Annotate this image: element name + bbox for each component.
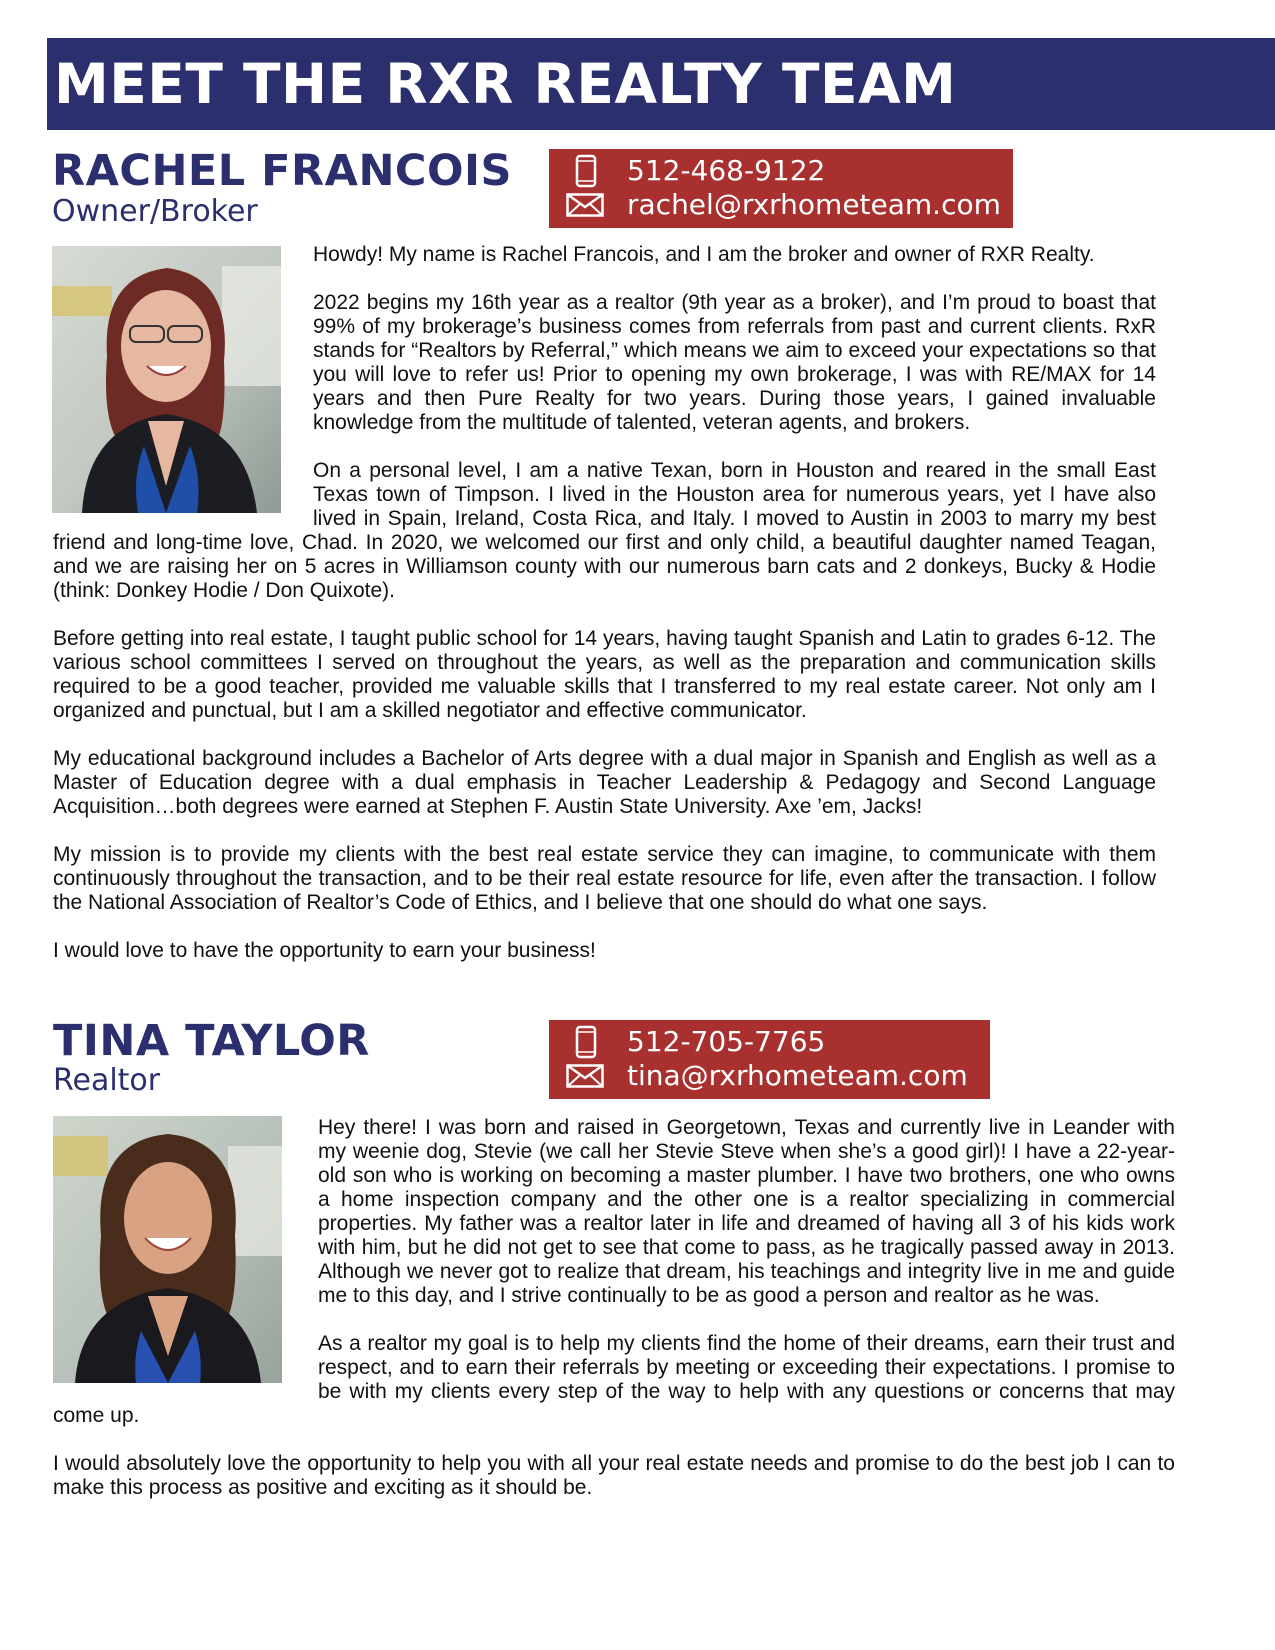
bio-paragraph: I would love to have the opportunity to earn your business! bbox=[53, 939, 596, 962]
contact-box bbox=[549, 1020, 990, 1099]
agent-role: Realtor bbox=[53, 1063, 161, 1098]
email-row[interactable] bbox=[549, 188, 1013, 222]
bio-paragraph: 2022 begins my 16th year as a realtor (9th year as a broker), and I’m proud to boast that 99% of my brokerage’s business comes from referrals from past and current clients. RxR stands for “Realtors by Referral,” which means we aim to exceed your expectations so that you will love to refer us! Prior to opening my own brokerage, I was with RE/MAX for 14 years and then Pure Realty for two years. During those years, I gained invaluable knowledge from the multitude of talented, veteran agents, and brokers. bbox=[313, 291, 1156, 434]
page-banner bbox=[47, 38, 1275, 130]
phone-number[interactable]: 512-468-9122 bbox=[627, 154, 826, 187]
phone-row[interactable] bbox=[549, 154, 1013, 188]
bio-paragraph: Hey there! I was born and raised in Georgetown, Texas and currently live in Leander with my weenie dog, Stevie (we call her Stevie Steve when she’s a good girl)! I have a 22-year-old son who is working on becoming a master plumber. I have two brothers, one who owns a home inspection company and the other one is a realtor specializing in commercial properties. My father was a realtor later in life and dreamed of having all 3 of his kids work with him, but he did not get to see that come to pass, as he tragically passed away in 2013. Although we never got to realize that dream, his teachings and integrity live in me and guide me to this day, and I strive continually to be as good a person and realtor as he was. bbox=[318, 1116, 1175, 1307]
mobile-phone-icon bbox=[575, 1025, 597, 1059]
agent-bio bbox=[53, 243, 1156, 963]
bio-paragraph: My educational background includes a Bachelor of Arts degree with a dual major in Spanish and English as well as a Master of Education degree with a dual emphasis in Teacher Leadership & Pedagogy and Second Language Acquisition…both degrees were earned at Stephen F. Austin State University. Axe ’em, Jacks! bbox=[53, 747, 1156, 818]
bio-paragraph: On a personal level, I am a native Texan, born in Houston and reared in the small East Texas town of Timpson. I lived in the Houston area for numerous years, yet I have also lived in Spain, Ireland, Costa Rica, and Italy. I moved to Austin in 2003 to marry my best friend and long-time love, Chad. In 2020, we welcomed our first and only child, a beautiful daughter named Teagan, and we are raising her on 5 acres in Williamson county with our numerous barn cats and 2 donkeys, Bucky & Hodie (think: Donkey Hodie / Don Quixote). bbox=[53, 459, 1156, 602]
bio-paragraph: Howdy! My name is Rachel Francois, and I am the broker and owner of RXR Realty. bbox=[313, 243, 1095, 266]
mobile-phone-icon bbox=[575, 154, 597, 188]
bio-paragraph: My mission is to provide my clients with the best real estate service they can imagine, to communicate with them continuously throughout the transaction, and to be their real estate resource for life, even after the transaction. I follow the National Association of Realtor’s Code of Ethics, and I believe that one should do what one says. bbox=[53, 843, 1156, 914]
photo-spacer bbox=[53, 1116, 318, 1386]
envelope-icon bbox=[566, 193, 604, 217]
phone-number[interactable]: 512-705-7765 bbox=[627, 1025, 826, 1058]
agent-name: TINA TAYLOR bbox=[53, 1016, 370, 1066]
page-title: MEET THE RXR REALTY TEAM bbox=[54, 52, 957, 116]
bio-paragraph: I would absolutely love the opportunity to help you with all your real estate needs and promise to do the best job I can to make this process as positive and exciting as it should be. bbox=[53, 1452, 1175, 1499]
phone-row[interactable] bbox=[549, 1025, 990, 1059]
agent-role: Owner/Broker bbox=[52, 194, 258, 229]
agent-name: RACHEL FRANCOIS bbox=[52, 146, 513, 196]
email-address[interactable]: rachel@rxrhometeam.com bbox=[627, 188, 1001, 221]
bio-paragraph: Before getting into real estate, I taught public school for 14 years, having taught Spanish and Latin to grades 6-12. The various school committees I served on throughout the years, as well as the preparation and communication skills required to be a good teacher, provided me valuable skills that I transferred to my real estate career. Not only am I organized and punctual, but I am a skilled negotiator and effective communicator. bbox=[53, 627, 1156, 722]
bio-paragraph: As a realtor my goal is to help my clients find the home of their dreams, earn their trust and respect, and to earn their referrals by meeting or exceeding their expectations. I promise to be with my clients every step of the way to help with any questions or concerns that may come up. bbox=[53, 1332, 1175, 1427]
email-address[interactable]: tina@rxrhometeam.com bbox=[627, 1059, 968, 1092]
email-row[interactable] bbox=[549, 1059, 990, 1093]
agent-bio bbox=[53, 1116, 1175, 1500]
contact-box bbox=[549, 149, 1013, 228]
envelope-icon bbox=[566, 1064, 604, 1088]
photo-spacer bbox=[53, 243, 313, 519]
